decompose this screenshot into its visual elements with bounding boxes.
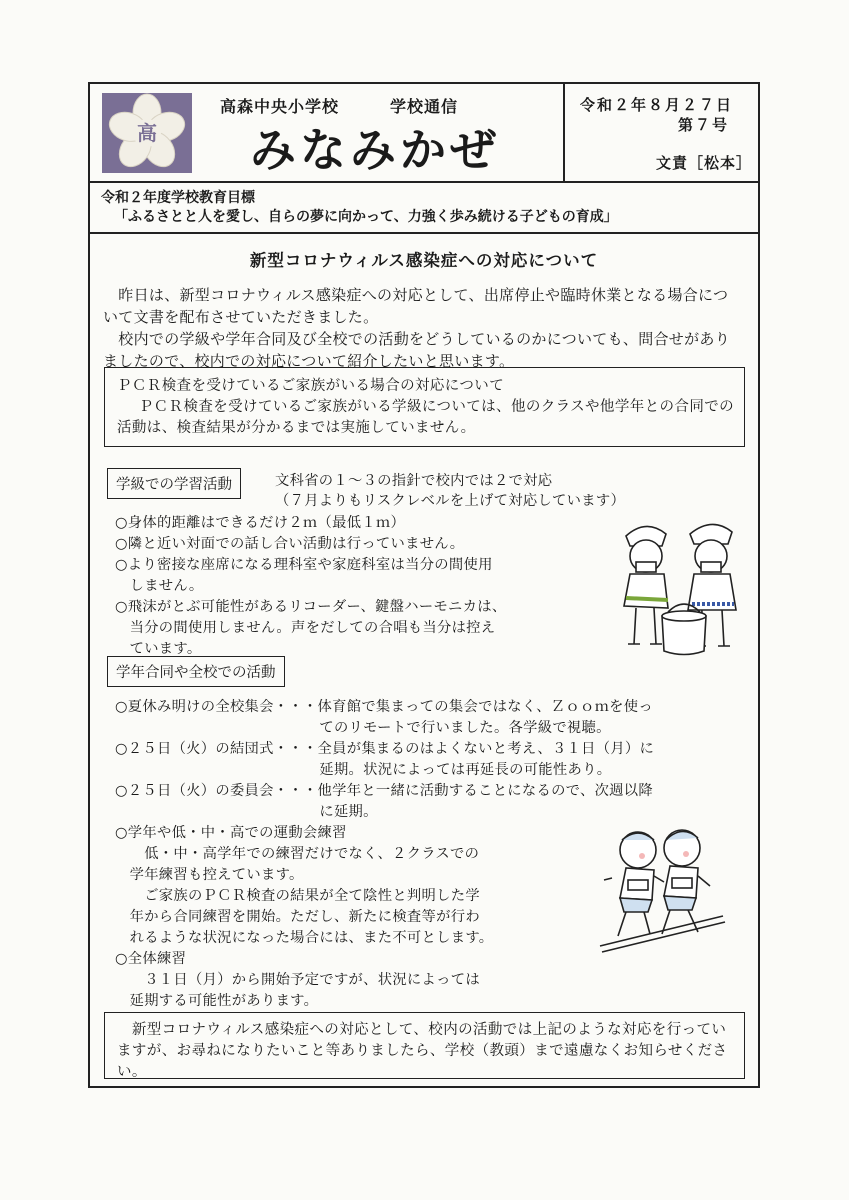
newsletter-type: 学校通信 [390,97,459,116]
list-item: ○２５日（火）の結団式・・・全員が集まるのはよくないと考え、３１日（月）に [115,741,655,757]
pcr-notice-box [104,367,745,447]
class-note-1: 文科省の１～３の指針で校内では２で対応 [275,473,553,489]
list-item: てのリモートで行いました。各学級で視聴。 [115,720,611,736]
newsletter-title: みなみかぜ [250,123,500,177]
list-item: ３１日（月）から開始予定ですが、状況によっては [115,972,480,988]
article-title: 新型コロナウィルス感染症への対応について [249,251,599,270]
goal-label: 令和２年度学校教育目標 [101,190,255,206]
header [90,84,758,183]
list-item: ○より密接な座席になる理科室や家庭科室は当分の間使用 [115,557,493,573]
school-goal [90,181,758,234]
school-logo [102,93,192,173]
pcr-body: ＰＣＲ検査を受けているご家族がいる学級については、他のクラスや他学年との合同での活動は、検査結果が分かるまでは実施していません。 [117,399,735,436]
list-item: ○身体的距離はできるだけ２ｍ（最低１ｍ） [115,515,406,531]
list-item: ○飛沫がとぶ可能性があるリコーダー、鍵盤ハーモニカは、 [115,599,507,615]
school-name: 高森中央小学校 [220,97,340,116]
closing-text: 新型コロナウィルス感染症への対応として、校内の活動では上記のような対応を行っていますが、お尋ねになりたいこと等ありましたら、学校（教頭）まで遠慮なくお知らせください。 [117,1022,728,1080]
logo-character: 高 [137,121,157,145]
list-item: 当分の間使用しません。声をだしての合唱も当分は控え [115,620,496,636]
goal-text: 「ふるさとと人を愛し、自らの夢に向かって、力強く歩み続ける子どもの育成」 [114,209,618,225]
issue-number: 第７号 [678,116,730,134]
grade-activities-label: 学年合同や全校での活動 [107,656,285,687]
author: 文責［松本］ [656,154,753,172]
list-item: ○全体練習 [115,951,187,967]
list-item: ○隣と近い対面での話し合い活動は行っていません。 [115,536,465,552]
list-item: ○夏休み明けの全校集会・・・体育館で集まっての集会ではなく、Ｚｏｏｍを使っ [115,699,653,715]
list-item: ○２５日（火）の委員会・・・他学年と一緒に活動することになるので、次週以降 [115,783,653,799]
pcr-heading: ＰＣＲ検査を受けているご家族がいる場合の対応について [117,378,505,394]
list-item: れるような状況になった場合には、また不可とします。 [115,930,494,946]
children-running-illustration [598,820,733,964]
list-item: ています。 [115,641,202,657]
class-activities-label: 学級での学習活動 [107,468,241,499]
intro-paragraph-2: 校内での学級や学年合同及び全校での活動をどうしているのかについても、問合せがありましたので、校内での対応について紹介したいと思います。 [103,330,731,370]
list-item: ○学年や低・中・高での運動会練習 [115,825,347,841]
list-item: 延期する可能性があります。 [115,993,319,1009]
newsletter-sheet [88,82,760,1088]
list-item: に延期。 [115,804,378,820]
list-item: 学年練習も控えています。 [115,867,304,883]
children-serving-lunch-illustration [618,516,758,670]
list-item: しません。 [115,578,204,594]
class-note-2: （７月よりもリスクレベルを上げて対応しています） [275,493,626,509]
issue-date: 令和２年８月２７日 [580,96,734,114]
list-item: 低・中・高学年での練習だけでなく、２クラスでの [115,846,480,862]
list-item: ご家族のＰＣＲ検査の結果が全て陰性と判明した学 [115,888,480,904]
header-divider [563,84,565,181]
list-item: 延期。状況によっては再延長の可能性あり。 [115,762,612,778]
list-item: 年から合同練習を開始。ただし、新たに検査等が行わ [115,909,480,925]
intro-paragraph-1: 昨日は、新型コロナウィルス感染症への対応として、出席停止や臨時休業となる場合について文書を配布させていただきました。 [103,286,729,326]
closing-box [104,1012,745,1079]
